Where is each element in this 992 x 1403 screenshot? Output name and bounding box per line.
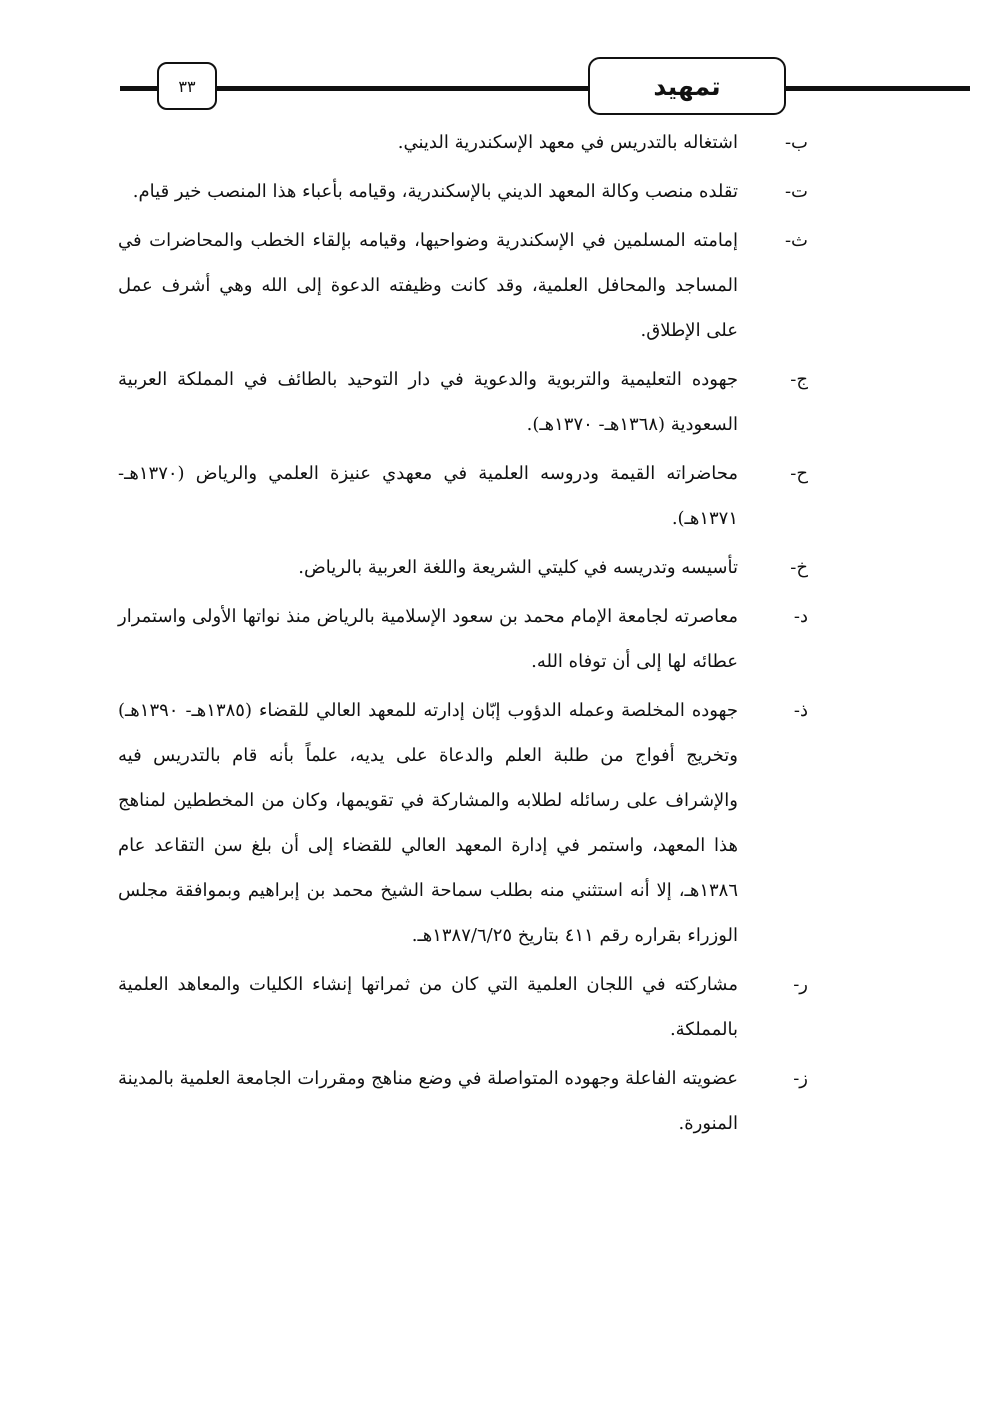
list-item-text: جهوده المخلصة وعمله الدؤوب إبّان إدارته للمعهد العالي للقضاء (١٣٨٥هـ- ١٣٩٠هـ) وتخريج أفواج من طلبة العلم والدعاة على يديه، علماً بأنه قام بالتدريس فيه والإشراف على رسائله لطلابه والمشاركة في تقويمها، وكان من المخططين لمناهج هذا المعهد، واستمر في إدارة المعهد العالي للقضاء إلى أن بلغ سن التقاعد عام ١٣٨٦هـ، إلا أنه استثني منه بطلب سماحة الشيخ محمد بن إبراهيم وبموافقة مجلس الوزراء بقراره رقم ٤١١ بتاريخ ١٣٨٧/٦/٢٥هـ. bbox=[118, 700, 738, 946]
list-item bbox=[118, 962, 808, 1052]
list-marker: ث- bbox=[784, 230, 808, 251]
list-item bbox=[118, 451, 808, 541]
list-marker: د- bbox=[793, 606, 808, 627]
page-title: تمهيد bbox=[588, 57, 786, 115]
list-item bbox=[118, 169, 808, 214]
list-item-text: تقلده منصب وكالة المعهد الديني بالإسكندرية، وقيامه بأعباء هذا المنصب خير قيام. bbox=[132, 181, 738, 202]
list-item bbox=[118, 545, 808, 590]
list-item-text: معاصرته لجامعة الإمام محمد بن سعود الإسلامية بالرياض منذ نواتها الأولى واستمرار عطائه لها إلى أن توفاه الله. bbox=[118, 606, 738, 672]
list-item bbox=[118, 120, 808, 165]
list-item-text: جهوده التعليمية والتربوية والدعوية في دار التوحيد بالطائف في المملكة العربية السعودية (١٣٦٨هـ- ١٣٧٠هـ). bbox=[118, 369, 738, 435]
list-item-text: عضويته الفاعلة وجهوده المتواصلة في وضع مناهج ومقررات الجامعة العلمية بالمدينة المنورة. bbox=[118, 1068, 738, 1134]
list-marker: ج- bbox=[790, 369, 808, 390]
header-rule-left bbox=[120, 86, 160, 91]
list-item bbox=[118, 357, 808, 447]
list-marker: ر- bbox=[793, 974, 808, 995]
list-item-text: إمامته المسلمين في الإسكندرية وضواحيها، وقيامه بإلقاء الخطب والمحاضرات في المساجد والمحافل العلمية، وقد كانت وظيفته الدعوة إلى الله وهي أشرف عمل على الإطلاق. bbox=[118, 230, 738, 341]
list-item bbox=[118, 688, 808, 958]
body-list bbox=[118, 120, 808, 1150]
list-item-text: تأسيسه وتدريسه في كليتي الشريعة واللغة العربية بالرياض. bbox=[298, 557, 738, 578]
list-marker: ح- bbox=[790, 463, 808, 484]
list-marker: ز- bbox=[793, 1068, 808, 1089]
list-item bbox=[118, 1056, 808, 1146]
list-item-text: محاضراته القيمة ودروسه العلمية في معهدي عنيزة العلمي والرياض (١٣٧٠هـ- ١٣٧١هـ). bbox=[118, 463, 738, 529]
header-rule-middle bbox=[212, 86, 592, 91]
list-marker: ب- bbox=[784, 132, 808, 153]
page-number: ٣٣ bbox=[157, 62, 217, 110]
list-item bbox=[118, 218, 808, 353]
list-item-text: اشتغاله بالتدريس في معهد الإسكندرية الديني. bbox=[397, 132, 738, 153]
list-item-text: مشاركته في اللجان العلمية التي كان من ثمراتها إنشاء الكليات والمعاهد العلمية بالمملكة. bbox=[118, 974, 739, 1040]
list-marker: ذ- bbox=[793, 700, 808, 721]
header-rule-right bbox=[780, 86, 970, 91]
list-marker: ت- bbox=[784, 181, 808, 202]
list-marker: خ- bbox=[790, 557, 808, 578]
list-item bbox=[118, 594, 808, 684]
